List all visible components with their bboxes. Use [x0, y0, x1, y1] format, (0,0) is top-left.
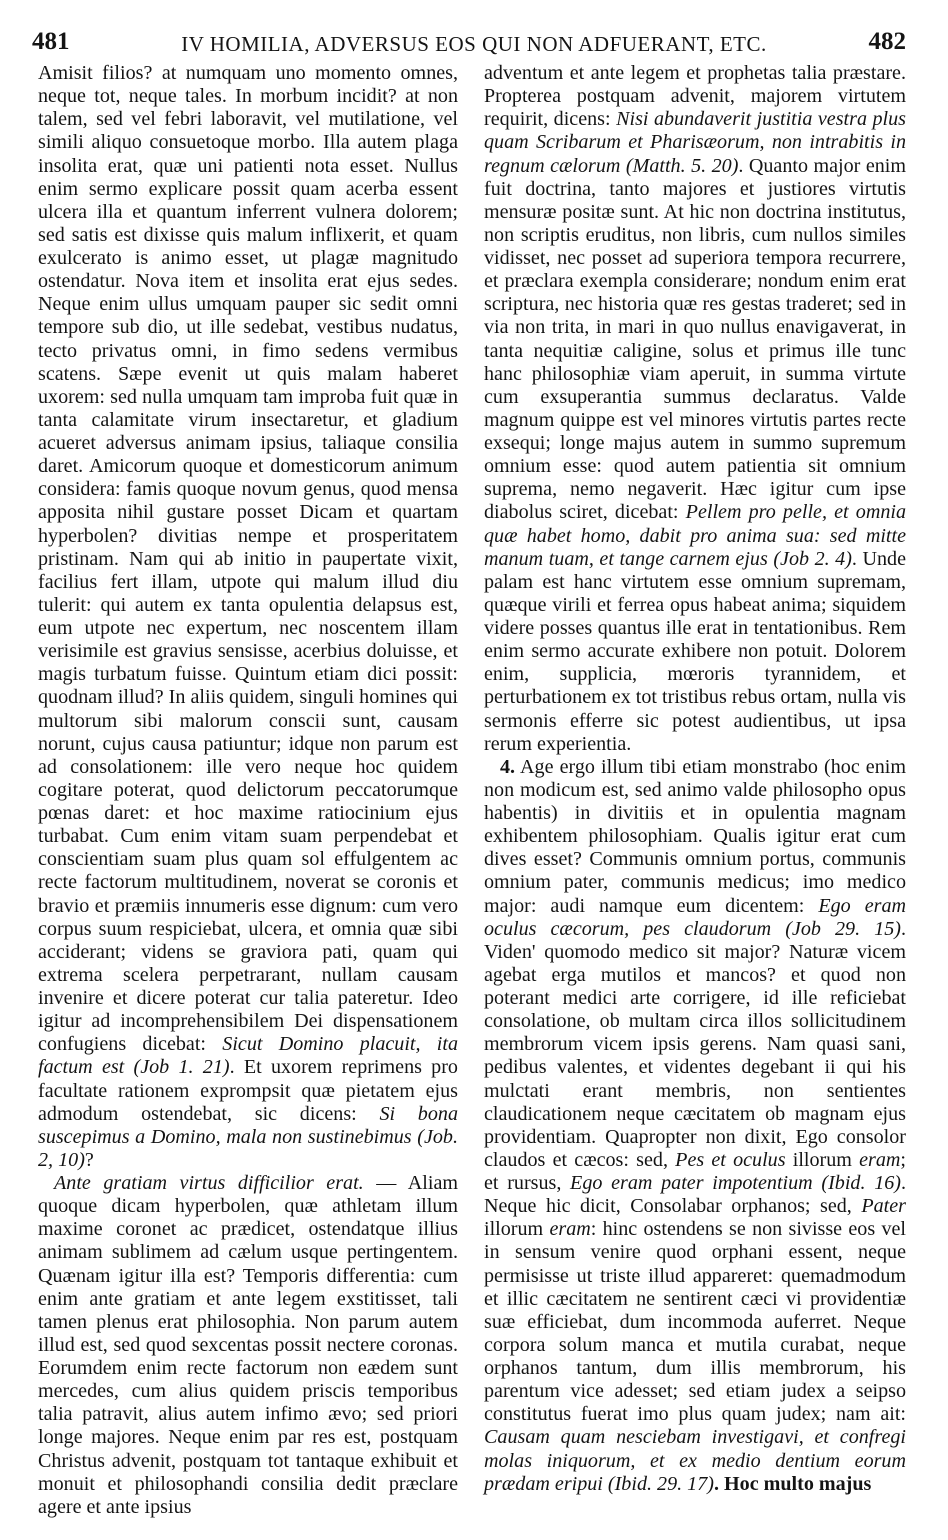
page-number-left: 481: [32, 28, 70, 55]
paragraph: adventum et ante legem et prophetas talia præstare. Propterea postquam advenit, majorem virtutem requirit, dicens: Nisi abundaverit justitia vestra plus quam Scribarum et Pharisæorum, non intrabitis in regnum cælorum (Matth. 5. 20). Quanto major enim fuit doctrina, tanto majores et justiores virtutis mensuræ positæ sunt. At hic non doctrina institutus, non scriptis eruditus, non libris, cum nullos similes vidisset, nec posset ad superiora tempora recurrere, et præclara exempla considerare; nondum enim erat scriptura, nec historia quæ res gestas traderet; sed in via non trita, in mari in quo nullus enavigaverat, in tanta nequitiæ caligine, solus et primus ille tunc hanc philosophiæ viam aperuit, in summa virtute cum exsuperantia summus declaratus. Valde magnum quippe est vel minores virtutis partes recte exsequi; longe majus autem in summo supremum omnium esse: quod autem patientia sit omnium suprema, nemo negaverit. Hæc igitur cum ipse diabolus sciret, dicebat: Pellem pro pelle, et omnia quæ habet homo, dabit pro anima sua: sed mitte manum tuam, et tange carnem ejus (Job 2. 4). Unde palam est hanc virtutem esse omnium supremam, quæque virili et ferrea opus habeat anima; siquidem videre posses quantus ille erat in tentationibus. Rem enim sermo accurate exhibere non potuit. Dolorem enim, supplicia, mœroris tyrannidem, et perturbationem ex tot tristibus rebus ortam, nulla vis sermonis efferre sic potest audientibus, ut ipsa rerum experientia.: [484, 62, 907, 755]
scripture-quote: Nisi abundaverit justitia vestra plus quam Scribarum et Pharisæorum, non intrabitis in regnum cælorum: [484, 108, 906, 177]
scripture-quote: Pellem pro pelle, et omnia quæ habet homo, dabit pro anima sua: sed mitte manum tuam, et tange carnem ejus: [484, 501, 907, 570]
scripture-reference: (Job 2. 4): [767, 547, 852, 570]
paragraph: 4. Age ergo illum tibi etiam monstrabo (hoc enim non modicum est, sed animo valde philosopho opus habentis) in divitiis et in opulentia magnam exhibentem philosophiam. Qualis igitur erat cum dives esset? Communis omnium portus, communis omnium pater, communis medicus; imo medico major: audi namque eum dicentem: Ego eram oculus cæcorum, pes claudorum (Job 29. 15). Viden' quomodo medico sit major? Naturæ vicem agebat erga mutilos et mancos? et quod non poterant medici arte corrigere, id ille reficiebat consolatione, ob multam circa illos sollicitudinem membrorum vicem ipsis gerens. Nam quasi sani, pedibus valentes, et videntes degebant ii qui his mulctati erant membris, non sentientes claudicationem neque cæcitatem ob magnam ejus providentiam. Quapropter non dixit, Ego consolor claudos et cæcos: sed, Pes et oculus illorum eram; et rursus, Ego eram pater impotentium (Ibid. 16). Neque hic dicit, Consolabar orphanos; sed, Pater illorum eram: hinc ostendens se non sivisse eos vel in sensum venire quod orphani essent, neque permisisse ut triste illud appareret: quemadmodum et illic cæcitatem ne sentirent cæci vi providentiæ suæ efficiebat, dum incommoda auferret. Neque corpora solum manca et mutila curabat, neque orphanos tantum, dum illis membrorum, his parentum vice adesset; sed etiam judex a seipso constitutus fuerat imo plus quam judex; nam ait: Causam quam nesciebam investigavi, et confregi molas iniquorum, et ex medio dentium eorum prædam eripui (Ibid. 29. 17). Hoc multo majus: [484, 755, 907, 1495]
scripture-reference: (Ibid. 29. 17): [602, 1472, 714, 1495]
scripture-quote: Si bona suscepimus a Domino, mala non sustinebimus: [38, 1102, 458, 1148]
scripture-reference: (Job 1. 21): [124, 1056, 230, 1079]
scripture-reference: (Job 29. 15): [771, 917, 901, 940]
right-column: [484, 62, 906, 1496]
scripture-reference: (Ibid. 16): [812, 1172, 901, 1194]
scripture-quote: Causam quam nesciebam investigavi, et confregi molas iniquorum, et ex medio dentium eorum prædam eripui: [484, 1426, 906, 1495]
section-heading: Ante gratiam virtus difficilior erat.: [54, 1172, 364, 1194]
left-column: [38, 62, 458, 1519]
page-header: [0, 28, 948, 64]
paragraph: Amisit filios? at numquam uno momento omnes, neque tot, neque tales. In morbum incidit? at non talem, sed vel febri laboravit, vel mutilatione, vel simili aliquo consuetoque morbo. Illa autem plaga insolita erat, quæ uni patienti nota esset. Nullus enim sermo explicare possit quam acerba essent ulcera illa et quantum inferrent vulnera dolorem; sed satis est dixisse quis malum inflixerit, et quam exulcerato is animo esset, ut plagæ magnitudo ostendatur. Nova item et insolita erat ejus sedes. Neque enim ullus umquam pauper sic sedit omni tempore sub dio, ut ille sedebat, vestibus nudatus, tecto privatus omni, in fimo sedens vermibus scatens. Sæpe evenit ut quis malam haberet uxorem: sed nulla umquam tam improba fuit quæ in tanta calamitate virum insectaretur, et gladium acueret adversus animam ipsius, taliaque consilia daret. Amicorum quoque et domesticorum animum considera: famis quoque novum genus, quod mensa apposita nihil gustare posset Dicam et quartam hyperbolen? divitias nempe et prosperitatem pristinam. Nam qui ab initio in paupertate vixit, facilius fert illam, utpote qui malum illud diu tulerit: qui autem ex tanta opulentia delapsus est, eum utpote nec expertum, nec noscentem illam verisimile est gravius sensisse, acerbius doluisse, et magis turbatum fuisse. Quintum etiam dici possit: quodnam illud? In aliis quidem, singuli homines qui multorum sibi malorum conscii sunt, causam norunt, cujus causa patiuntur; idque non parum est ad consolationem: ille vero neque hoc quidem cogitare poterat, quod delictorum peccatorumque pœnas daret: et hoc maxime ratiocinium ejus turbabat. Cum enim vitam suam perpendebat et conscientiam suam plus quam sol effulgentem ac recte factorum multitudinem, noverat se coronis et bravio et præmiis innumeris esse dignum: cum vero corpus suum respiciebat, ulcera, et omnia quæ sibi acciderant; videns se graviora pati, quam qui extrema scelera perpetrarant, nullam causam invenire et dicere poterat cur talia pateretur. Ideo igitur ad incomprehensibilem Dei dispensationem confugiens dicebat: Sicut Domino placuit, ita factum est (Job 1. 21). Et uxorem reprimens pro facultate rationem exprompsit quæ pietatem ejus admodum ostendebat, sic dicens: Si bona suscepimus a Domino, mala non sustinebimus (Job. 2, 10)?: [38, 62, 459, 1171]
page-number-right: 482: [868, 28, 906, 55]
scripture-quote: Pater: [861, 1195, 906, 1218]
section-number: 4.: [500, 755, 516, 778]
scripture-quote: Sicut Domino placuit, ita factum est: [38, 1033, 459, 1079]
scripture-reference: (Job. 2, 10): [38, 1125, 458, 1171]
scripture-quote: eram: [859, 1148, 901, 1171]
scripture-quote: Pes et oculus: [675, 1148, 786, 1171]
paragraph: Ante gratiam virtus difficilior erat. — Aliam quoque dicam hyperbolen, quæ athletam illum maxime coronet ac prædicet, ostendatque illius animam sublimem ad cælum usque pertingentem. Quænam igitur illa est? Temporis differentia: cum enim ante gratiam et ante legem exstitisset, tali tamen plenus erat philosophia. Non parum autem illud est, sed quod sexcentas possit nectere coronas. Eorumdem enim recte factorum non eædem sunt mercedes, cum alius quidem priscis temporibus talia patravit, alius autem infimo ævo; sed priori longe majores. Neque enim par res est, postquam Christus advenit, postquam tot tantaque exhibuit et monuit et philosophandi consilia dedit præclare agere et ante ipsius: [38, 1172, 458, 1518]
running-title: IV HOMILIA, ADVERSUS EOS QUI NON ADFUERANT, ETC.: [181, 32, 767, 56]
scripture-quote: Ego eram pater impotentium: [570, 1172, 813, 1194]
scripture-reference: (Matth. 5. 20): [620, 154, 739, 177]
scripture-quote: eram: [549, 1218, 591, 1241]
scripture-quote: Ego eram oculus cæcorum, pes claudorum: [484, 894, 906, 940]
